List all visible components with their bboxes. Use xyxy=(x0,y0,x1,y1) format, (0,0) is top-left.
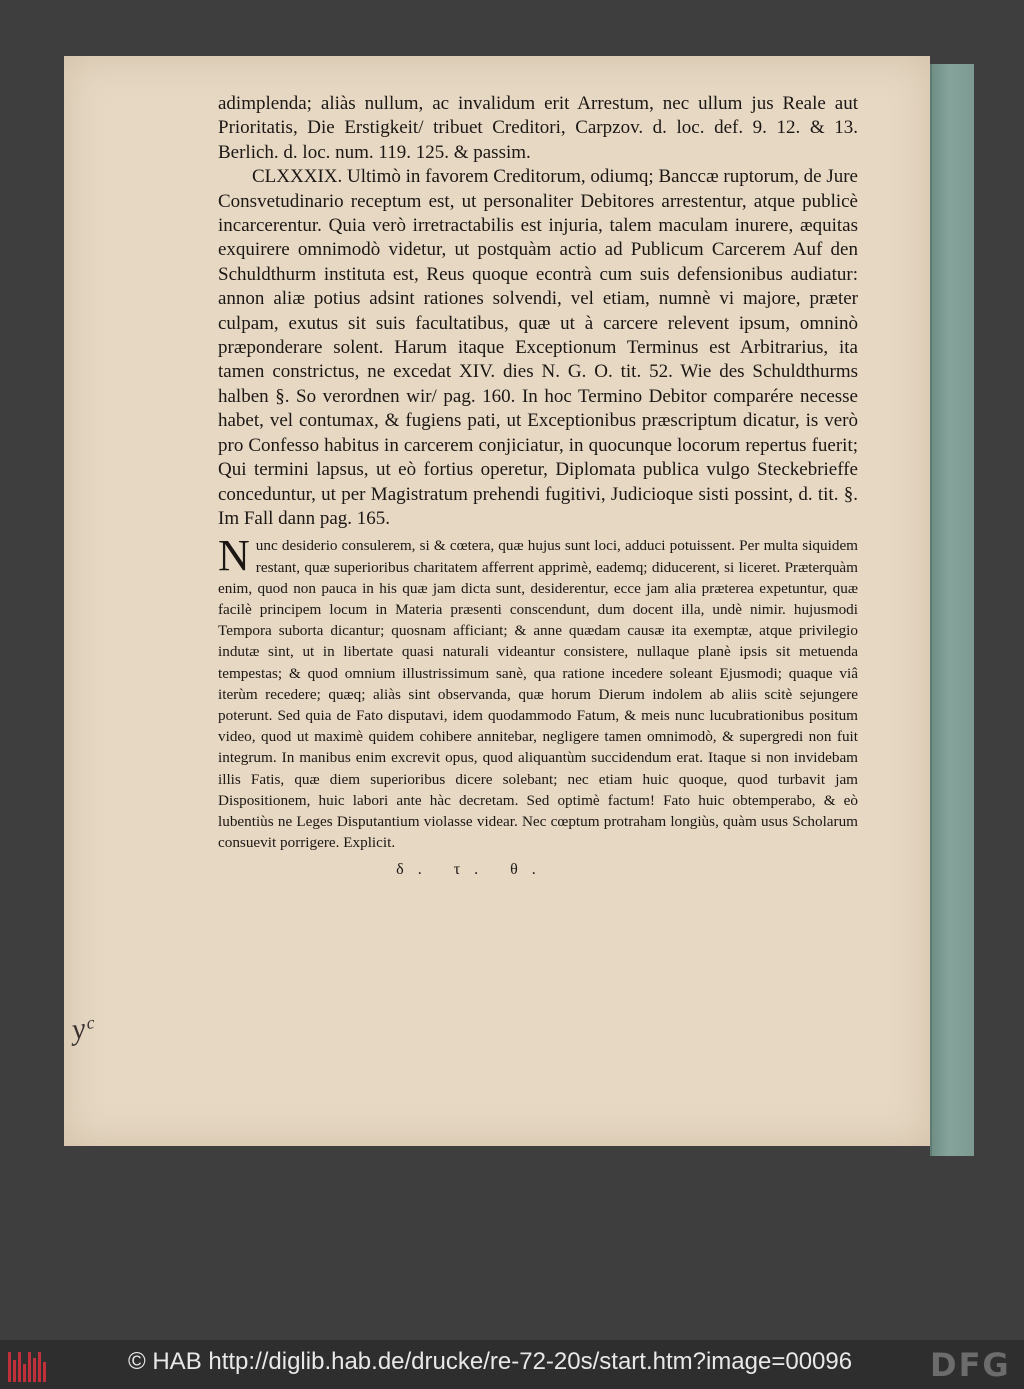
paragraph-3-body: unc desiderio consulerem, si & cœtera, quæ hujus sunt loci, adduci potuissent. Per multa siquidem restant, quæ superioribus charitatem afferrent apprimè, eademq; diducerent, si liceret. Præterquàm enim, quod non pauca in his quæ jam dicta sunt, desiderentur, ecce jam alia præterea expetuntur, quæ facilè principem locum in Materia præsenti conscendunt, dum docent illa, undè nimir. hujusmodi Tempora suborta dicantur; quosnam afficiant; & anne quædam causæ ita exemptæ, atque privilegio indutæ sint, ut in libertate quasi naturali videantur consistere, nullaque planè ipsis sit metuenda tempestas; & quod omnium illustrissimum sanè, qua ratione incedere soleant Ejusmodi; quaque viâ iterùm recedere; quæq; aliàs sint observanda, quæ horum Dierum indolem ab aliis scitè sejungere poterunt. Sed quia de Fato disputavi, idem quodammodo Fatum, & meis nunc lucubrationibus positum video, quod ut maximè quidem cohibere annitebar, negligere tamen omnimodò, & supergredi non fuit integrum. In manibus enim excrevit opus, quod aliquantùm succidendum erat. Itaque si non invidebam illis Fatis, quæ diem superioribus dicere solebant; nec etiam huic quoque, quod turbavit jam Dispositionem, huic labori ante hàc decretam. Sed optimè factum! Fato huic obtemperabo, & eò lubentiùs ne Leges Disputantium violasse videar. Nec cœptum protraham longiùs, quàm usus Scholarum consuevit porrigere. Explicit. xyxy=(218,537,858,852)
paragraph-3 xyxy=(218,531,858,853)
paragraph-1: adimplenda; aliàs nullum, ac invalidum erit Arrestum, nec ullum jus Reale aut Prioritatis, Die Erstigkeit/ tribuet Creditori, Carpzov. d. loc. def. 9. 12. & 13. Berlich. d. loc. num. 119. 125. & passim. xyxy=(218,93,858,163)
library-logo-icon xyxy=(8,1348,48,1382)
colophon: δ. τ. θ. xyxy=(396,861,550,879)
copyright-credit[interactable]: © HAB http://diglib.hab.de/drucke/re-72-20s/start.htm?image=00096 xyxy=(128,1348,853,1375)
margin-note: yᶜ xyxy=(69,1010,96,1047)
drop-cap: N xyxy=(218,531,250,581)
dfg-logo: DFG xyxy=(930,1346,1011,1384)
footer-bar xyxy=(0,1340,1024,1389)
page-text xyxy=(218,92,858,879)
book-spine xyxy=(930,64,974,1156)
paragraph-2: CLXXXIX. Ultimò in favorem Creditorum, odiumq; Banccæ ruptorum, de Jure Consvetudinario receptum est, ut personaliter Debitores arrestentur, atque publicè incarcerentur. Quia verò irretractabilis est injuria, talem maculam inurere, æquitas exquirere omnimodò videtur, ut postquàm actio ad Publicum Carcerem Auf den Schuldthurm instituta est, Reus quoque econtrà cum suis defensionibus audiatur: annon aliæ potius adsint rationes solvendi, vel etiam, numnè vi majore, præter culpam, exutus sit suis facultatibus, quæ ut à carcere relevent ipsum, omninò præponderare solent. Harum itaque Exceptionum Terminus est Arbitrarius, ita tamen constrictus, ne excedat XIV. dies N. G. O. tit. 52. Wie des Schuldthurms halben §. So verordnen wir/ pag. 160. In hoc Termino Debitor comparére necesse habet, vel contumax, & fugiens pati, ut Exceptionibus præscriptum dicatur, is verò pro Confesso habitus in carcerem conjiciatur, in quocunque locorum repertus fuerit; Qui termini lapsus, ut eò fortius operetur, Diplomata publica vulgo Steckebrieffe conceduntur, ut per Magistratum prehendi fugitivi, Judicioque sisti possint, d. tit. §. Im Fall dann pag. 165. xyxy=(218,166,858,529)
